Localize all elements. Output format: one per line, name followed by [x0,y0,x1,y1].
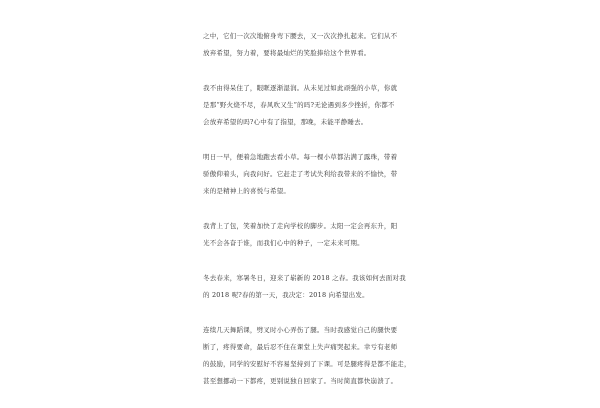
text-line: 的 2018 呢?春的第一天，我决定：2018 向希望出发。 [203,291,369,299]
text-line: 骄傲仰着头，向我问好。它赶走了考试失利给我带来的不愉快，带 [203,170,398,178]
text-line: 来的是精神上的喜悦与希望。 [203,187,291,195]
text-line: 是那“野火烧不尽，春风吹又生”的吗?无论遇到多少挫折，你都不 [203,101,395,109]
paragraph-4 [203,218,403,252]
text-line: 冬去春来，寒暑冬日，迎来了崭新的 2018 之春。我该如何去面对我 [203,274,406,282]
paragraph-5 [203,270,406,304]
text-line: 连续几天舞蹈课，劈叉时小心弄伤了腿。当时我感觉自己的腿快要 [203,326,398,334]
text-line: 之中，它们一次次地俯身弯下腰去，又一次次挣扎起来。它们从不 [203,32,398,40]
text-line: 我背上了包，笑着加快了走向学校的脚步。太阳一定会再东升，阳 [203,222,398,230]
text-line: 的鼓励，同学的安慰好不容易坚持到了下课。可是腿疼得是都不能走， [203,360,411,368]
text-line: 断了，疼得要命，最后忍不住在课堂上失声痛哭起来。幸亏有老师 [203,343,398,351]
article-body [203,28,411,408]
text-line: 光不会各奋于谁，而我们心中的种子，一定未来可期。 [203,239,364,247]
text-line: 我不由得呆住了，眼眶逐渐湿润。从未见过如此顽强的小草，你就 [203,84,398,92]
paragraph-1 [203,28,403,62]
paragraph-3 [203,149,403,200]
text-line: 明日一早，便着急地跑去看小草。每一棵小草都沾满了露珠，带着 [203,153,398,161]
text-line: 甚至想挪动一下都疼，更别说独自回家了。当时简直都快崩溃了。 [203,377,398,385]
text-line: 放弃希望，努力着，要将最灿烂的笑脸捧给这个世界看。 [203,49,371,57]
paragraph-6 [203,322,411,390]
text-line: 会放弃希望的吗?心中有了指望，那晚，未能平静睡去。 [203,118,368,126]
paragraph-2 [203,80,403,131]
